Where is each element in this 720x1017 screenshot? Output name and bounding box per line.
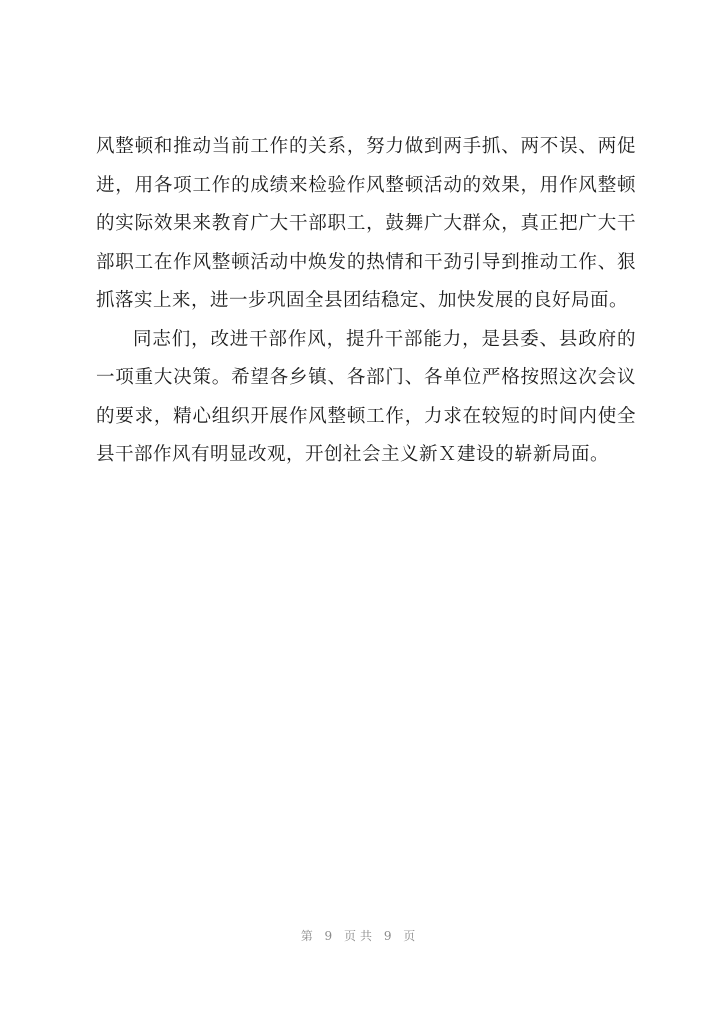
paragraph-2 (96, 321, 636, 475)
document-body (96, 128, 636, 475)
paragraph-1 (96, 128, 636, 321)
text-line: 进，用各项工作的成绩来检验作风整顿活动的效果，用作风整顿 (96, 174, 636, 196)
text-line: 风整顿和推动当前工作的关系，努力做到两手抓、两不误、两促 (96, 136, 636, 157)
page-number-footer: 第 9 页共 9 页 (300, 929, 420, 943)
text-line: 抓落实上来，进一步巩固全县团结稳定、加快发展的良好局面。 (96, 290, 629, 311)
text-line: 部职工在作风整顿活动中焕发的热情和干劲引导到推动工作、狠 (96, 251, 636, 273)
text-line: 的实际效果来教育广大干部职工，鼓舞广大群众，真正把广大干 (96, 213, 636, 234)
text-line: 县干部作风有明显改观，开创社会主义新Ｘ建设的崭新局面。 (96, 444, 610, 465)
text-line: 一项重大决策。希望各乡镇、各部门、各单位严格按照这次会议 (96, 367, 636, 388)
text-line: 的要求，精心组织开展作风整顿工作，力求在较短的时间内使全 (96, 405, 636, 427)
text-line: 同志们，改进干部作风，提升干部能力，是县委、县政府的 (133, 328, 636, 350)
